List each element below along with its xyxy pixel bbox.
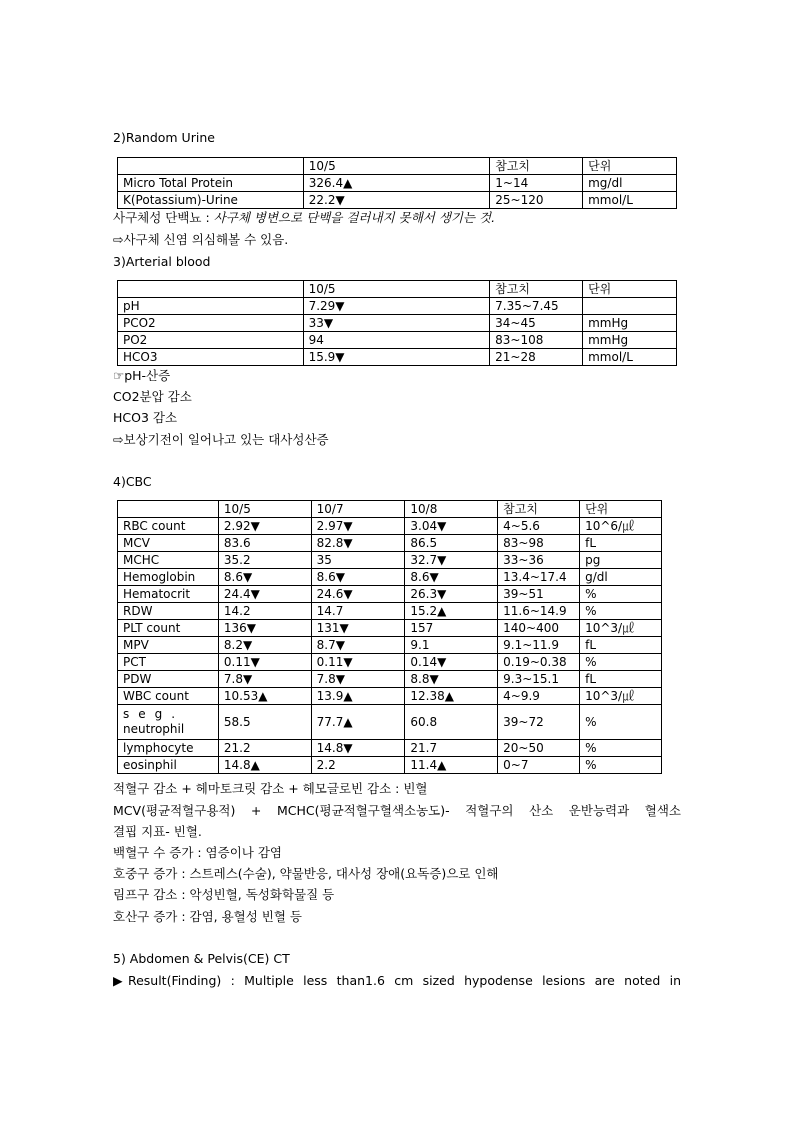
urine-header-row xyxy=(118,158,677,175)
urine-header-cell: 참고치 xyxy=(490,158,583,175)
abg-row-label: PO2 xyxy=(118,332,304,349)
abg-row-label: HCO3 xyxy=(118,349,304,366)
cbc-row-label: MCV xyxy=(118,535,219,552)
cbc-cell: fL xyxy=(580,535,662,552)
abg-cell: 7.35~7.45 xyxy=(490,298,583,315)
urine-row-label: Micro Total Protein xyxy=(118,175,304,192)
cbc-header-cell: 10/5 xyxy=(218,501,311,518)
cbc-cell: 2.2 xyxy=(311,757,405,774)
cbc-cell: 8.6▼ xyxy=(405,569,498,586)
cbc-cell: 4~5.6 xyxy=(498,518,580,535)
cbc-cell: g/dl xyxy=(580,569,662,586)
cbc-row xyxy=(118,535,662,552)
cbc-cell: 9.1~11.9 xyxy=(498,637,580,654)
abg-cell: 21~28 xyxy=(490,349,583,366)
abg-cell: 83~108 xyxy=(490,332,583,349)
cbc-header-cell: 10/7 xyxy=(311,501,405,518)
seg-label-line1: seg. xyxy=(123,707,185,721)
cbc-cell: 10^6/㎕ xyxy=(580,518,662,535)
urine-table xyxy=(117,157,677,209)
cbc-cell: 8.7▼ xyxy=(311,637,405,654)
cbc-row-label: Hematocrit xyxy=(118,586,219,603)
abg-header-cell: 10/5 xyxy=(303,281,490,298)
urine-row-label: K(Potassium)-Urine xyxy=(118,192,304,209)
cbc-cell: % xyxy=(580,705,662,740)
cbc-cell: 8.2▼ xyxy=(218,637,311,654)
abg-cell: mmHg xyxy=(583,315,677,332)
cbc-cell: 15.2▲ xyxy=(405,603,498,620)
urine-note-italic: 사구체 병변으로 단백을 걸러내지 못해서 생기는 것. xyxy=(213,210,496,225)
cbc-cell: 3.04▼ xyxy=(405,518,498,535)
cbc-row-label: PCT xyxy=(118,654,219,671)
cbc-cell: 10^3/㎕ xyxy=(580,688,662,705)
urine-cell: 1~14 xyxy=(490,175,583,192)
cbc-row-label: RDW xyxy=(118,603,219,620)
cbc-cell: 26.3▼ xyxy=(405,586,498,603)
abg-note-line: HCO3 감소 xyxy=(113,410,178,425)
cbc-cell: 0~7 xyxy=(498,757,580,774)
cbc-cell: 20~50 xyxy=(498,740,580,757)
urine-cell: mmol/L xyxy=(583,192,677,209)
cbc-note-line: 백혈구 수 증가 : 염증이나 감염 xyxy=(113,845,282,860)
cbc-cell: 24.4▼ xyxy=(218,586,311,603)
cbc-row xyxy=(118,637,662,654)
cbc-section-title: 4)CBC xyxy=(113,474,152,489)
urine-header-cell: 10/5 xyxy=(303,158,489,175)
ct-result: ▶Result(Finding) : Multiple less than1.6 cm sized hypodense lesions are noted in xyxy=(113,973,681,988)
urine-section-title: 2)Random Urine xyxy=(113,130,215,145)
cbc-cell: 24.6▼ xyxy=(311,586,405,603)
urine-header-cell xyxy=(118,158,304,175)
cbc-row xyxy=(118,740,662,757)
abg-cell xyxy=(583,298,677,315)
cbc-cell: 86.5 xyxy=(405,535,498,552)
cbc-row xyxy=(118,586,662,603)
cbc-row-label: PLT count xyxy=(118,620,219,637)
cbc-cell: 21.2 xyxy=(218,740,311,757)
abg-cell: mmHg xyxy=(583,332,677,349)
urine-row xyxy=(118,175,677,192)
cbc-cell: 8.6▼ xyxy=(218,569,311,586)
cbc-note-line: MCV(평균적혈구용적) + MCHC(평균적혈구혈색소농도)- 적혈구의 산소 운반능력과 혈색소 xyxy=(113,803,681,818)
abg-header-cell: 단위 xyxy=(583,281,677,298)
cbc-header-cell xyxy=(118,501,219,518)
cbc-cell: 11.4▲ xyxy=(405,757,498,774)
abg-cell: 33▼ xyxy=(303,315,490,332)
cbc-cell: % xyxy=(580,654,662,671)
cbc-cell: 2.97▼ xyxy=(311,518,405,535)
urine-header-cell: 단위 xyxy=(583,158,677,175)
urine-note xyxy=(113,210,495,226)
cbc-cell: pg xyxy=(580,552,662,569)
cbc-row-label: WBC count xyxy=(118,688,219,705)
cbc-table xyxy=(117,500,662,774)
cbc-cell: 12.38▲ xyxy=(405,688,498,705)
cbc-cell: 136▼ xyxy=(218,620,311,637)
cbc-cell: 14.8▲ xyxy=(218,757,311,774)
cbc-cell: 0.11▼ xyxy=(218,654,311,671)
cbc-note-line: 결핍 지표- 빈혈. xyxy=(113,824,202,839)
cbc-row-label: MPV xyxy=(118,637,219,654)
urine-conclusion: ⇨사구체 신염 의심해볼 수 있음. xyxy=(113,232,289,247)
abg-row-label: PCO2 xyxy=(118,315,304,332)
abg-cell: mmol/L xyxy=(583,349,677,366)
cbc-cell: 60.8 xyxy=(405,705,498,740)
cbc-cell: 0.19~0.38 xyxy=(498,654,580,671)
abg-note-line: ☞pH-산증 xyxy=(113,368,171,383)
urine-note-prefix: 사구체성 단백뇨 : xyxy=(113,210,214,225)
abg-table xyxy=(117,280,677,366)
cbc-cell: % xyxy=(580,740,662,757)
urine-cell: mg/dl xyxy=(583,175,677,192)
cbc-cell: % xyxy=(580,603,662,620)
abg-header-cell xyxy=(118,281,304,298)
abg-section-title: 3)Arterial blood xyxy=(113,254,211,269)
cbc-cell: 7.8▼ xyxy=(311,671,405,688)
cbc-cell: 39~72 xyxy=(498,705,580,740)
cbc-header-cell: 참고치 xyxy=(498,501,580,518)
urine-row xyxy=(118,192,677,209)
abg-cell: 94 xyxy=(303,332,490,349)
cbc-header-cell: 단위 xyxy=(580,501,662,518)
cbc-cell: % xyxy=(580,586,662,603)
cbc-cell: fL xyxy=(580,637,662,654)
cbc-row-label: MCHC xyxy=(118,552,219,569)
cbc-cell: 9.3~15.1 xyxy=(498,671,580,688)
cbc-note-line: 호중구 증가 : 스트레스(수술), 약물반응, 대사성 장애(요독증)으로 인해 xyxy=(113,866,499,881)
abg-cell: 15.9▼ xyxy=(303,349,490,366)
cbc-cell: 4~9.9 xyxy=(498,688,580,705)
cbc-row-label: PDW xyxy=(118,671,219,688)
cbc-cell: 35.2 xyxy=(218,552,311,569)
cbc-cell: 14.7 xyxy=(311,603,405,620)
cbc-row-label: eosinphil xyxy=(118,757,219,774)
cbc-cell: 8.6▼ xyxy=(311,569,405,586)
abg-row-label: pH xyxy=(118,298,304,315)
abg-cell: 34~45 xyxy=(490,315,583,332)
ct-section-title: 5) Abdomen & Pelvis(CE) CT xyxy=(113,951,290,966)
cbc-cell: fL xyxy=(580,671,662,688)
cbc-row-label xyxy=(118,705,219,740)
abg-row xyxy=(118,315,677,332)
cbc-cell: 0.11▼ xyxy=(311,654,405,671)
abg-header-cell: 참고치 xyxy=(490,281,583,298)
cbc-cell: 131▼ xyxy=(311,620,405,637)
abg-note-line: ⇨보상기전이 일어나고 있는 대사성산증 xyxy=(113,432,329,447)
cbc-row xyxy=(118,603,662,620)
cbc-row xyxy=(118,518,662,535)
cbc-cell: 13.9▲ xyxy=(311,688,405,705)
cbc-cell: 7.8▼ xyxy=(218,671,311,688)
cbc-cell: 13.4~17.4 xyxy=(498,569,580,586)
cbc-row-label: RBC count xyxy=(118,518,219,535)
cbc-header-row xyxy=(118,501,662,518)
cbc-row xyxy=(118,569,662,586)
cbc-cell: 8.8▼ xyxy=(405,671,498,688)
cbc-row-label: lymphocyte xyxy=(118,740,219,757)
cbc-cell: 0.14▼ xyxy=(405,654,498,671)
cbc-note-line: 호산구 증가 : 감염, 용혈성 빈혈 등 xyxy=(113,909,303,924)
cbc-cell: 21.7 xyxy=(405,740,498,757)
cbc-cell: 10^3/㎕ xyxy=(580,620,662,637)
cbc-row xyxy=(118,671,662,688)
abg-note-line: CO2분압 감소 xyxy=(113,389,192,404)
cbc-cell: 58.5 xyxy=(218,705,311,740)
cbc-row xyxy=(118,620,662,637)
urine-cell: 22.2▼ xyxy=(303,192,489,209)
cbc-cell: 39~51 xyxy=(498,586,580,603)
abg-header-row xyxy=(118,281,677,298)
cbc-row xyxy=(118,705,662,740)
cbc-row xyxy=(118,552,662,569)
cbc-row xyxy=(118,654,662,671)
cbc-cell: 82.8▼ xyxy=(311,535,405,552)
cbc-cell: 77.7▲ xyxy=(311,705,405,740)
cbc-row xyxy=(118,688,662,705)
cbc-note-line: 적혈구 감소 + 헤마토크릿 감소 + 헤모글로빈 감소 : 빈혈 xyxy=(113,781,428,796)
cbc-cell: 10.53▲ xyxy=(218,688,311,705)
cbc-cell: 14.8▼ xyxy=(311,740,405,757)
cbc-cell: 2.92▼ xyxy=(218,518,311,535)
cbc-cell: 33~36 xyxy=(498,552,580,569)
cbc-header-cell: 10/8 xyxy=(405,501,498,518)
cbc-cell: 11.6~14.9 xyxy=(498,603,580,620)
abg-row xyxy=(118,298,677,315)
cbc-cell: 35 xyxy=(311,552,405,569)
abg-row xyxy=(118,332,677,349)
cbc-cell: 140~400 xyxy=(498,620,580,637)
urine-cell: 25~120 xyxy=(490,192,583,209)
cbc-cell: 32.7▼ xyxy=(405,552,498,569)
cbc-cell: % xyxy=(580,757,662,774)
cbc-cell: 9.1 xyxy=(405,637,498,654)
seg-label-line2: neutrophil xyxy=(123,722,185,736)
cbc-cell: 14.2 xyxy=(218,603,311,620)
cbc-note-line: 림프구 감소 : 악성빈혈, 독성화학물질 등 xyxy=(113,887,335,902)
cbc-cell: 83.6 xyxy=(218,535,311,552)
cbc-cell: 157 xyxy=(405,620,498,637)
abg-row xyxy=(118,349,677,366)
cbc-row xyxy=(118,757,662,774)
cbc-cell: 83~98 xyxy=(498,535,580,552)
cbc-row-label: Hemoglobin xyxy=(118,569,219,586)
urine-cell: 326.4▲ xyxy=(303,175,489,192)
abg-cell: 7.29▼ xyxy=(303,298,490,315)
